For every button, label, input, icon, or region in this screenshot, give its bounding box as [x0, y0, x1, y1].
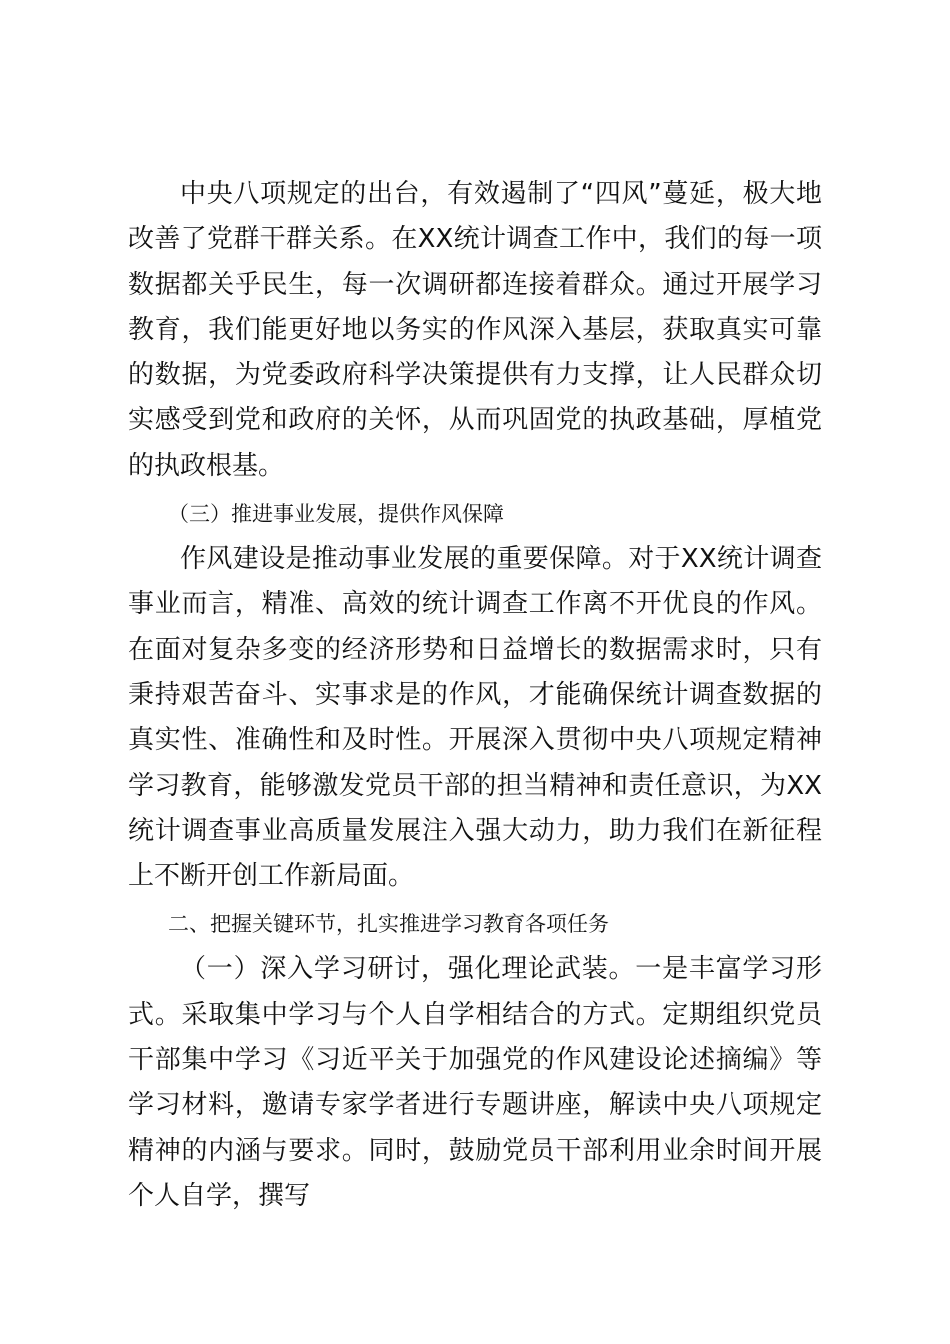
chapter-heading-2: 二、把握关键环节，扎实推进学习教育各项任务	[168, 912, 609, 937]
body-paragraph-3: （一）深入学习研讨，强化理论武装。一是丰富学习形式。采取集中学习与个人自学相结合的方式。定期组织党员干部集中学习《习近平关于加强党的作风建设论述摘编》等学习材料，邀请专家学者进行专题讲座，解读中央八项规定精神的内涵与要求。同时，鼓励党员干部利用业余时间开展个人自学，撰写	[128, 954, 822, 1211]
body-paragraph-1: 中央八项规定的出台，有效遏制了“四风”蔓延，极大地改善了党群干群关系。在XX统计调查工作中，我们的每一项数据都关乎民生，每一次调研都连接着群众。通过开展学习教育，我们能更好地以务实的作风深入基层，获取真实可靠的数据，为党委政府科学决策提供有力支撑，让人民群众切实感受到党和政府的关怀，从而巩固党的执政基础，厚植党的执政根基。	[128, 179, 822, 481]
section-heading-3: （三）推进事业发展，提供作风保障	[168, 502, 504, 527]
document-body	[128, 172, 822, 1219]
body-paragraph-2: 作风建设是推动事业发展的重要保障。对于XX统计调查事业而言，精准、高效的统计调查工作离不开优良的作风。在面对复杂多变的经济形势和日益增长的数据需求时，只有秉持艰苦奋斗、实事求是的作风，才能确保统计调查数据的真实性、准确性和及时性。开展深入贯彻中央八项规定精神学习教育，能够激发党员干部的担当精神和责任意识，为XX统计调查事业高质量发展注入强大动力，助力我们在新征程上不断开创工作新局面。	[128, 544, 822, 892]
